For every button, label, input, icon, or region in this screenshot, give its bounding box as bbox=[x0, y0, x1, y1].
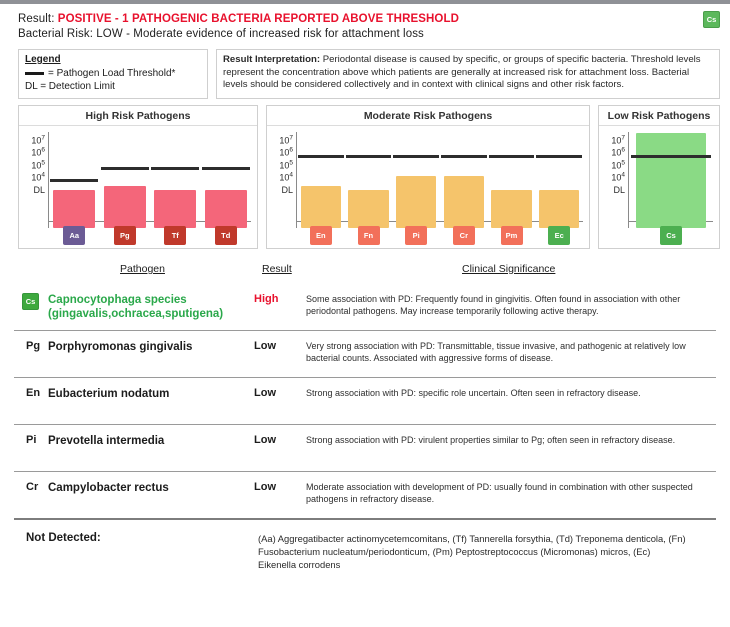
chart-bar bbox=[205, 190, 247, 228]
y-axis-tick: $10^5$ bbox=[279, 159, 293, 171]
interpretation-box bbox=[216, 49, 720, 99]
corner-badge-cs: Cs bbox=[703, 11, 720, 28]
pathogen-result: Low bbox=[254, 481, 276, 493]
category-chip-tf[interactable]: Tf bbox=[164, 226, 186, 245]
y-axis-tick: $10^5$ bbox=[31, 159, 45, 171]
y-axis-tick: $10^6$ bbox=[611, 146, 625, 158]
threshold-line bbox=[151, 167, 199, 170]
chart-plot-low-risk bbox=[599, 126, 719, 248]
category-chip-ec[interactable]: Ec bbox=[548, 226, 570, 245]
y-axis-tick: $10^5$ bbox=[611, 159, 625, 171]
y-axis-tick: DL bbox=[33, 185, 45, 196]
pathogen-result: High bbox=[254, 293, 279, 305]
chart-panel-high-risk bbox=[18, 105, 258, 249]
chart-column bbox=[297, 132, 345, 228]
result-label: Result: bbox=[18, 13, 55, 25]
chart-column bbox=[440, 132, 488, 228]
category-chip-cr[interactable]: Cr bbox=[453, 226, 475, 245]
info-row bbox=[10, 49, 720, 99]
not-detected-label: Not Detected: bbox=[26, 532, 101, 544]
y-axis-tick: $10^6$ bbox=[279, 146, 293, 158]
chart-bar bbox=[636, 133, 707, 228]
pathogen-name: Capnocytophaga species (gingavalis,ochracea,sputigena) bbox=[48, 294, 224, 320]
table-row bbox=[10, 284, 720, 330]
chart-panel-low-risk bbox=[598, 105, 720, 249]
interpretation-body: Periodontal disease is caused by specific, or groups of specific bacteria. Threshold levels represent the concentration above which patients are generally at increased risk for attachment loss. Bacterial levels should be considered collectively and in context with clinical signs and other risk factors. bbox=[223, 54, 701, 91]
legend-threshold-label: = Pathogen Load Threshold* bbox=[48, 68, 176, 79]
chart-column bbox=[345, 132, 393, 228]
pathogen-name: Campylobacter rectus bbox=[48, 482, 169, 494]
pathogen-significance: Strong association with PD: specific role uncertain. Often seen in refractory disease. bbox=[306, 388, 641, 398]
top-rule bbox=[0, 0, 730, 4]
category-chip-fn[interactable]: Fn bbox=[358, 226, 380, 245]
risk-label: Bacterial Risk: bbox=[18, 28, 93, 40]
threshold-line bbox=[393, 155, 439, 158]
pathogen-result: Low bbox=[254, 340, 276, 352]
threshold-line bbox=[101, 167, 149, 170]
threshold-line bbox=[298, 155, 344, 158]
threshold-line bbox=[441, 155, 487, 158]
chart-bar bbox=[444, 176, 484, 228]
y-axis-tick: $10^6$ bbox=[31, 146, 45, 158]
pathogen-code: Cr bbox=[26, 481, 39, 493]
legend-box bbox=[18, 49, 208, 99]
result-line bbox=[18, 12, 720, 27]
y-axis-tick: $10^7$ bbox=[611, 134, 625, 146]
chart-column bbox=[100, 132, 151, 228]
y-axis-labels bbox=[271, 132, 295, 228]
chart-title-high-risk: High Risk Pathogens bbox=[19, 106, 257, 126]
column-header-significance: Clinical Significance bbox=[462, 263, 556, 275]
chart-bar bbox=[53, 190, 95, 228]
column-header-result: Result bbox=[262, 263, 292, 275]
not-detected-section bbox=[10, 520, 720, 571]
pathogen-result: Low bbox=[254, 434, 276, 446]
chart-column bbox=[535, 132, 583, 228]
category-chip-cs[interactable]: Cs bbox=[660, 226, 682, 245]
table-row bbox=[10, 472, 720, 518]
category-chip-pg[interactable]: Pg bbox=[114, 226, 136, 245]
category-chips bbox=[297, 224, 583, 246]
table-row bbox=[10, 331, 720, 377]
legend-threshold-row bbox=[25, 67, 201, 80]
chart-column bbox=[150, 132, 201, 228]
threshold-line bbox=[489, 155, 535, 158]
threshold-line bbox=[631, 155, 712, 158]
y-axis-tick: $10^4$ bbox=[279, 171, 293, 183]
pathogen-significance: Moderate association with development of PD: usually found in combination with other suspected pathogens in refractory disease. bbox=[306, 482, 693, 505]
category-chip-pm[interactable]: Pm bbox=[501, 226, 523, 245]
chart-bar bbox=[301, 186, 341, 228]
chart-column bbox=[49, 132, 100, 228]
chart-bar bbox=[104, 186, 146, 228]
chart-bar bbox=[491, 190, 531, 228]
threshold-line bbox=[346, 155, 392, 158]
category-chip-td[interactable]: Td bbox=[215, 226, 237, 245]
y-axis-labels bbox=[23, 132, 47, 228]
chart-plot-high-risk bbox=[19, 126, 257, 248]
not-detected-text: (Aa) Aggregatibacter actinomycetemcomitans, (Tf) Tannerella forsythia, (Td) Treponema denticola, (Fn) Fusobacterium nucleatum/periodonticum, (Pm) Peptostreptococcus (Micromonas) micros, (Ec) Eikenella corrodens bbox=[258, 533, 686, 570]
chart-bar bbox=[539, 190, 579, 228]
legend-dl-label: DL = Detection Limit bbox=[25, 81, 115, 92]
pathogen-code bbox=[14, 293, 48, 310]
y-axis-tick: DL bbox=[281, 185, 293, 196]
interpretation-title: Result Interpretation: bbox=[223, 54, 321, 65]
chart-plot-moderate-risk bbox=[267, 126, 589, 248]
pathogen-code: Pg bbox=[26, 340, 41, 352]
category-chip-aa[interactable]: Aa bbox=[63, 226, 85, 245]
pathogen-code-badge: Cs bbox=[22, 293, 39, 310]
category-chips bbox=[49, 224, 251, 246]
chart-bar bbox=[154, 190, 196, 228]
pathogen-significance: Strong association with PD: virulent properties similar to Pg; often seen in refractory disease. bbox=[306, 435, 676, 445]
chart-column bbox=[201, 132, 252, 228]
pathogen-name: Porphyromonas gingivalis bbox=[48, 341, 193, 353]
y-axis-labels bbox=[603, 132, 627, 228]
pathogen-result: Low bbox=[254, 387, 276, 399]
risk-value: LOW - Moderate evidence of increased risk for attachment loss bbox=[96, 28, 424, 40]
chart-title-moderate-risk: Moderate Risk Pathogens bbox=[267, 106, 589, 126]
category-chip-pi[interactable]: Pi bbox=[405, 226, 427, 245]
legend-title: Legend bbox=[25, 54, 61, 65]
threshold-line bbox=[536, 155, 582, 158]
pathogen-code: Pi bbox=[26, 434, 37, 446]
category-chips bbox=[629, 224, 713, 246]
pathogen-table bbox=[10, 283, 720, 518]
chart-panel-moderate-risk bbox=[266, 105, 590, 249]
charts-row bbox=[10, 105, 720, 249]
pathogen-name: Prevotella intermedia bbox=[48, 435, 165, 447]
table-row bbox=[10, 425, 720, 471]
y-axis-tick: $10^4$ bbox=[611, 171, 625, 183]
chart-bar bbox=[396, 176, 436, 228]
threshold-line-icon bbox=[25, 72, 44, 75]
chart-title-low-risk: Low Risk Pathogens bbox=[599, 106, 719, 126]
threshold-line bbox=[202, 167, 250, 170]
y-axis-tick: $10^7$ bbox=[31, 134, 45, 146]
chart-column bbox=[488, 132, 536, 228]
pathogen-significance: Some association with PD: Frequently found in gingivitis. Often found in association with other periodontal pathogens. May increase temporarily following active therapy. bbox=[306, 294, 681, 317]
report-header bbox=[10, 10, 720, 42]
legend-dl-row bbox=[25, 80, 201, 93]
plot-area bbox=[297, 132, 583, 228]
pathogen-code: En bbox=[26, 387, 41, 399]
result-value: POSITIVE - 1 PATHOGENIC BACTERIA REPORTED ABOVE THRESHOLD bbox=[57, 13, 459, 25]
pathogen-name: Eubacterium nodatum bbox=[48, 388, 170, 400]
pathogen-significance: Very strong association with PD: Transmittable, tissue invasive, and pathogenic at relatively low bacterial counts. Associated with aggressive forms of disease. bbox=[306, 341, 686, 364]
column-header-pathogen: Pathogen bbox=[120, 263, 165, 275]
threshold-line bbox=[50, 179, 98, 182]
y-axis-tick: $10^7$ bbox=[279, 134, 293, 146]
category-chip-en[interactable]: En bbox=[310, 226, 332, 245]
y-axis-tick: DL bbox=[613, 185, 625, 196]
chart-column bbox=[629, 132, 713, 228]
y-axis-tick: $10^4$ bbox=[31, 171, 45, 183]
plot-area bbox=[49, 132, 251, 228]
plot-area bbox=[629, 132, 713, 228]
chart-bar bbox=[348, 190, 388, 228]
risk-line bbox=[18, 27, 720, 42]
column-headers bbox=[10, 259, 720, 281]
chart-column bbox=[392, 132, 440, 228]
table-row bbox=[10, 378, 720, 424]
